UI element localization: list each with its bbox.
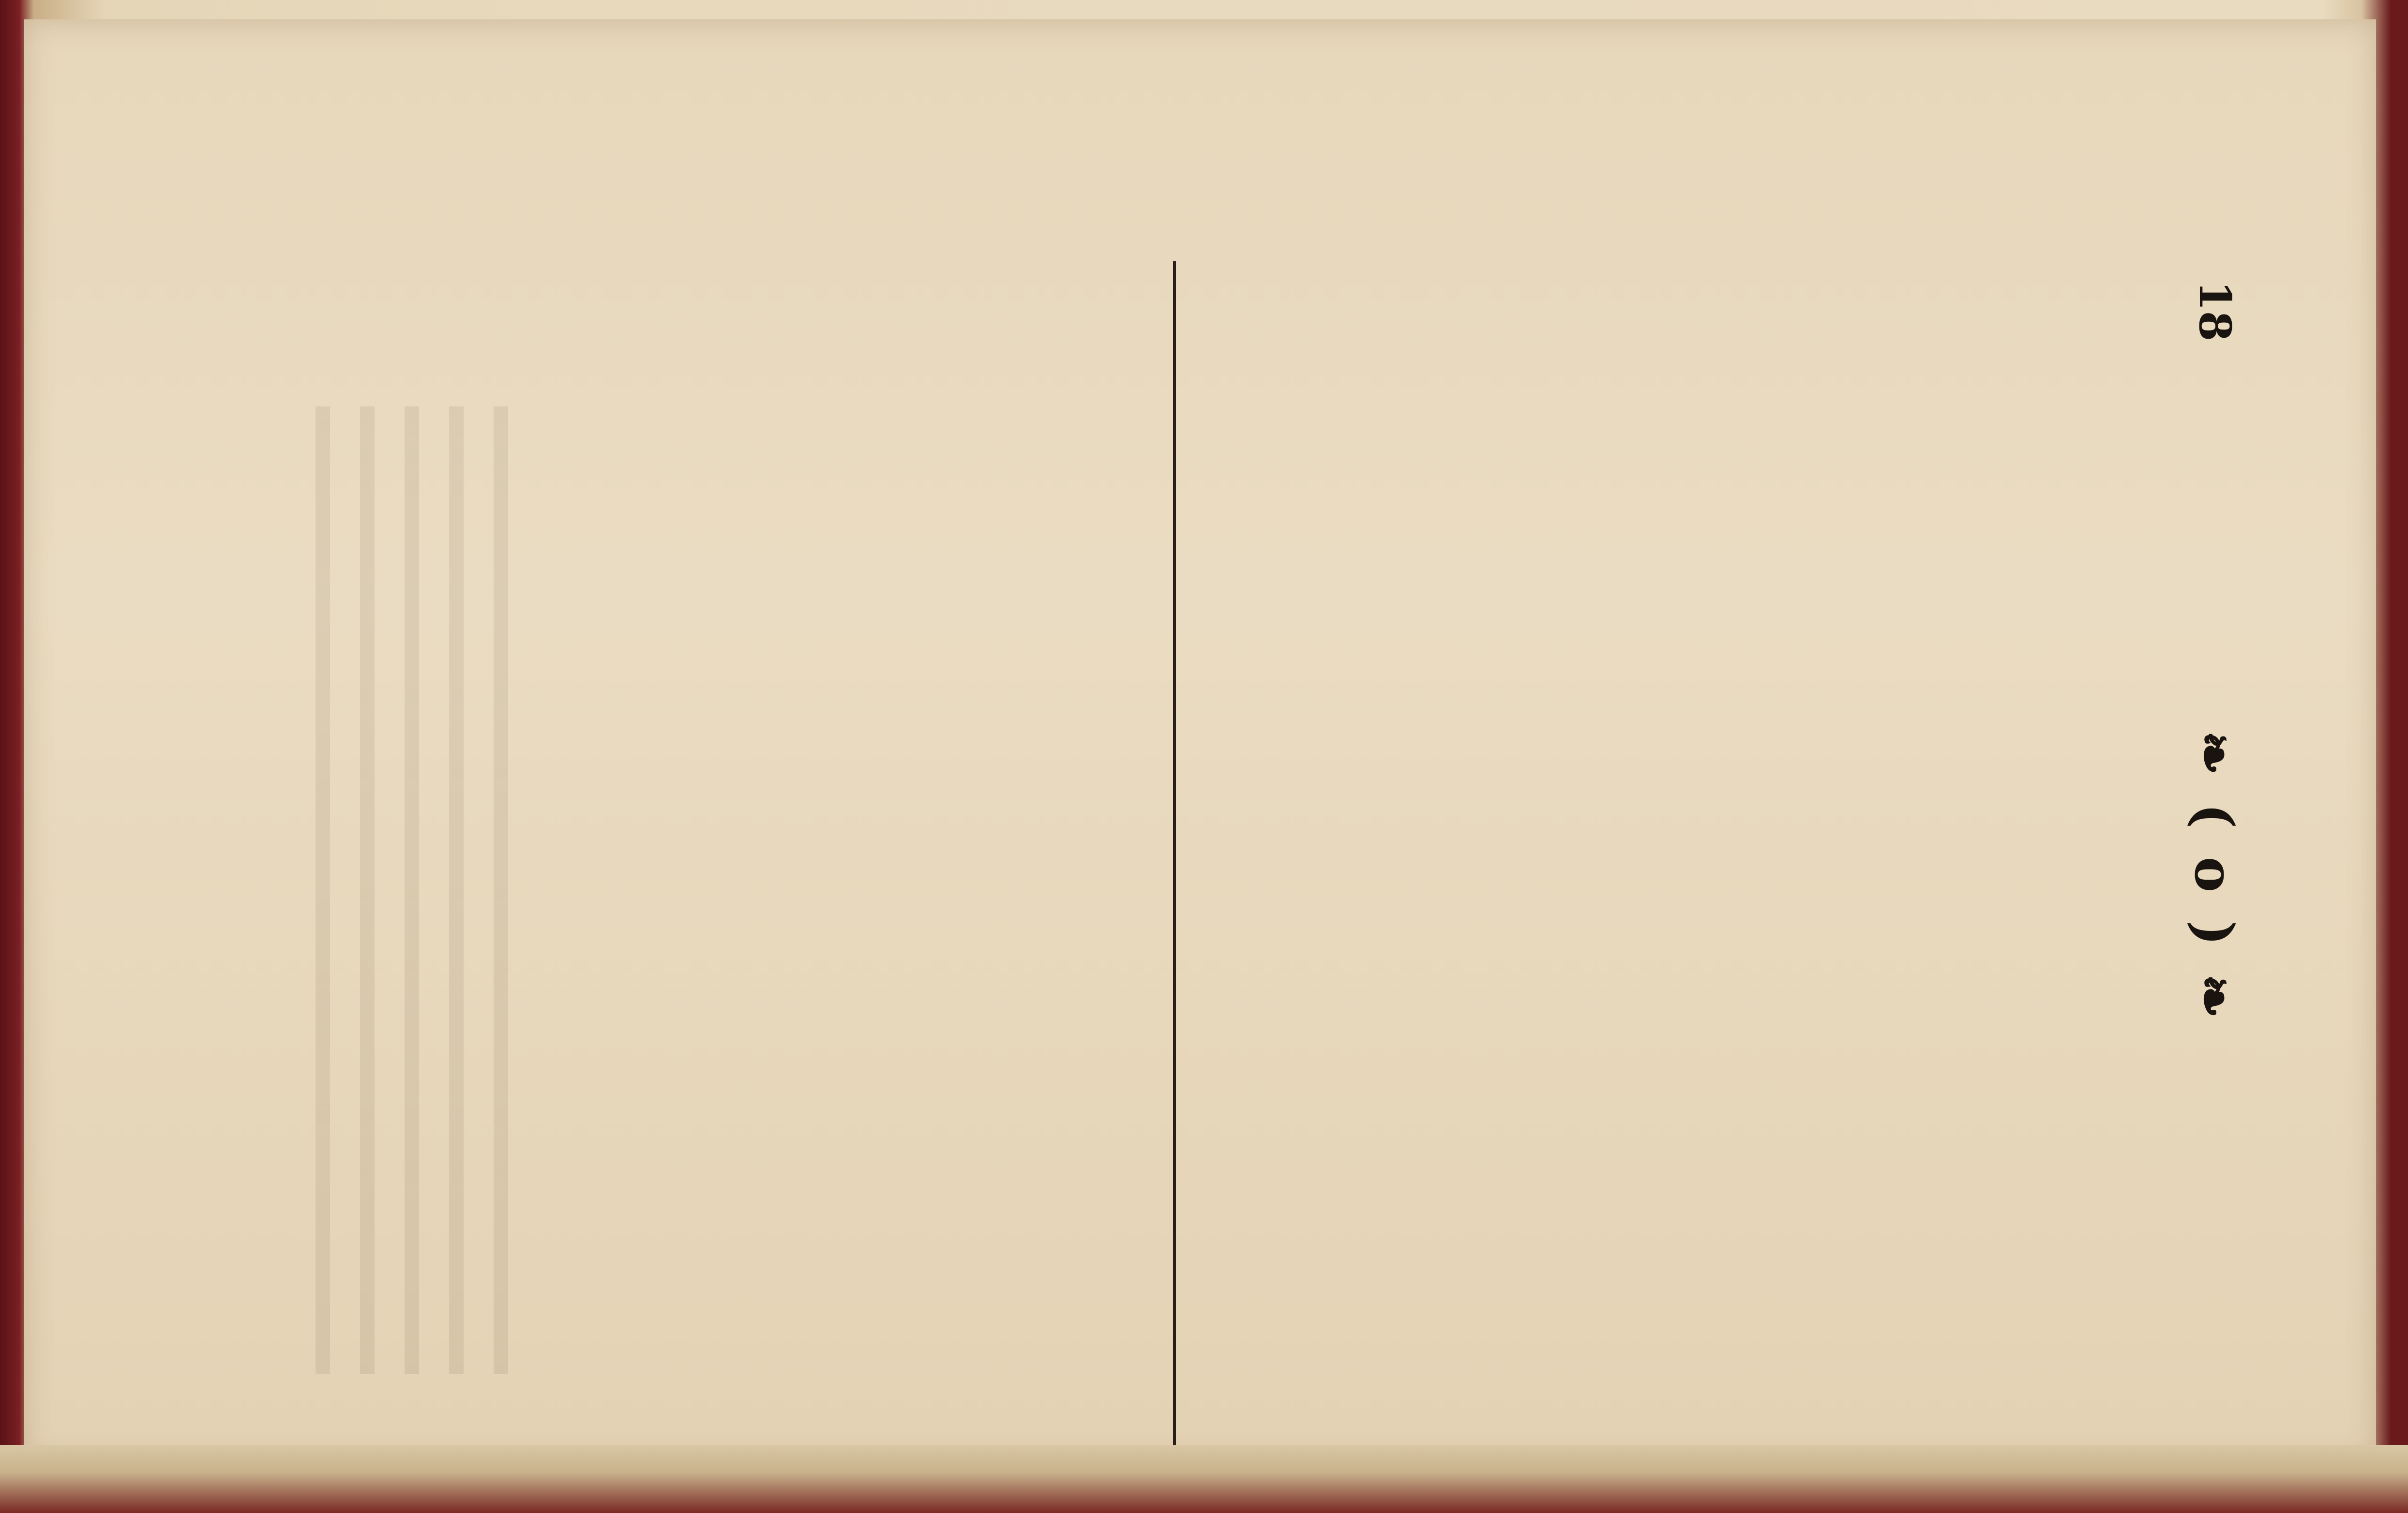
header-ornament: ❧ ( o ) ❧ — [2183, 731, 2245, 1023]
page-bottom-edge — [0, 1445, 2408, 1513]
footnote-rule — [1173, 261, 1176, 1461]
page-number: 18 — [2189, 281, 2241, 342]
page-header — [2178, 223, 2250, 1481]
book-page — [24, 19, 2376, 1461]
show-through-text — [315, 406, 508, 1374]
rotated-page-content — [218, 223, 2250, 1481]
